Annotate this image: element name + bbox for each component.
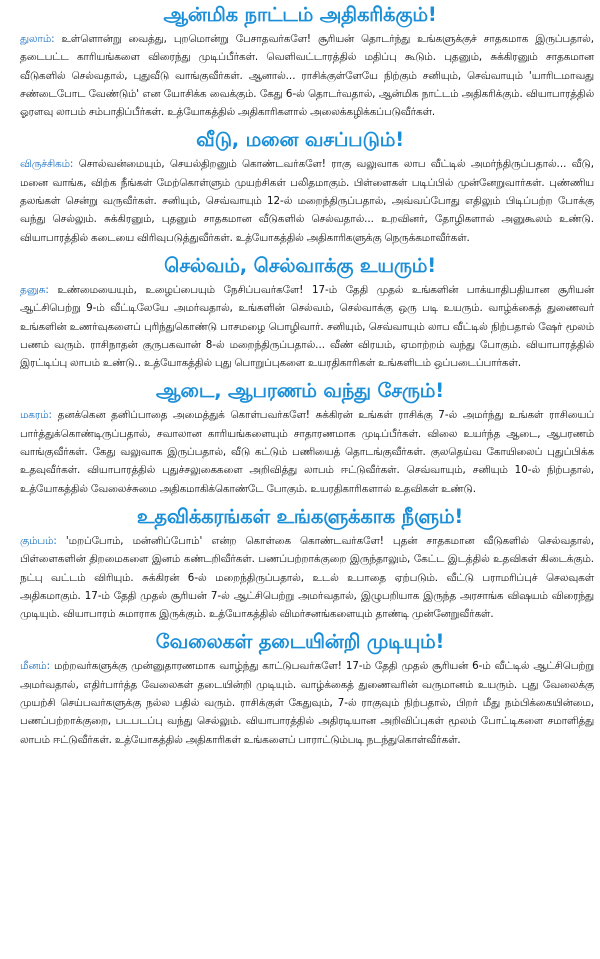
section-text: தனக்கென தனிப்பாதை அமைத்துக் கொள்பவர்களே! சுக்கிரன் உங்கள் ராசிக்கு 7-ல் அமர்ந்து உங்கள் ராசியைப் பார்த்துக்கொண்டிருப்பதால், சவாலான காரியங்களையும் சாதாரணமாக முடிப்பீர்கள். விலை உயர்ந்த ஆடை, ஆபரணம் வாங்குவீர்கள். கேது வலுவாக இருப்பதால், வீடு கட்டும் பணியைத் தொடங்குவீர்கள். குலதெய்வ கோயிலைப் புதுப்பிக்க உதவுவீர்கள். வியாபாரத்தில் புதுச்சலுகைகளை அறிவித்து லாபம் ஈட்டுவீர்கள். செவ்வாயும், சனியும் 10-ல் நிற்பதால், உத்யோகத்தில் வேலைச்சுமை அதிகமாகிக்கொண்டே போகும். உயரதிகாரிகளால் உதவிகள் உண்டு. [20, 409, 594, 495]
section-text: மற்றவர்களுக்கு முன்னுதாரணமாக வாழ்ந்து காட்டுபவர்களே! 17-ம் தேதி முதல் சூரியன் 6-ம் வீட்டில் ஆட்சிபெற்று அமர்வதால், எதிர்பார்த்த வேலைகள் தடையின்றி முடியும். வாழ்க்கைத் துணைவரின் வருமானம் உயரும். புது வேலைக்கு முயற்சி செய்பவர்களுக்கு நல்ல பதில் வரும். ராசிக்குள் கேதுவும், 7-ல் ராகுவும் நிற்பதால், பிறர் மீது நம்பிக்கையின்மை, பணப்பற்றாக்குறை, படபடப்பு வந்து செல்லும். வியாபாரத்தில் அதிரடியான அறிவிப்புகள் மூலம் போட்டிகளை சமாளித்து லாபம் ஈட்டுவீர்கள். உத்யோகத்தில் அதிகாரிகள் உங்களைப் பாராட்டும்படி நடந்துகொள்வீர்கள். [20, 660, 594, 746]
section-heading: வீடு, மனை வசப்படும்! [196, 128, 404, 152]
section-heading: வேலைகள் தடையின்றி முடியும்! [155, 630, 445, 654]
section-heading: செல்வம், செல்வாக்கு உயரும்! [164, 253, 436, 277]
section-body [6, 657, 594, 748]
section-text: உண்மையையும், உழைப்பையும் நேசிப்பவர்களே! 17-ம் தேதி முதல் உங்களின் பாக்யாதிபதியான சூரியன் ஆட்சிபெற்று 9-ம் வீட்டிலேயே அமர்வதால், உங்களின் செல்வம், செல்வாக்கு ஒரு படி உயரும். வாழ்க்கைத் துணைவர் உங்களின் உணர்வுகளைப் புரிந்துகொண்டு பாசமழை பொழிவார். சனியும், செவ்வாயும் லாப வீட்டில் நிற்பதால் ஷேர் மூலம் பணம் வரும். ராசிநாதன் குருபகவான் 8-ல் மறைந்திருப்பதால்... வீண் விரயம், ஏமாற்றம் வந்து போகும். வியாபாரத்தில் இரட்டிப்பு லாபம் உண்டு.. உத்யோகத்தில் புது பொறுப்புகளை உயரதிகாரிகள் உங்களிடம் ஒப்படைப்பார்கள். [20, 283, 594, 370]
section-body [6, 155, 594, 246]
section-text: சொல்வன்மையும், செயல்திறனும் கொண்டவர்களே! ராகு வலுவாக லாப வீட்டில் அமர்ந்திருப்பதால்... வீடு, மனை வாங்க, விற்க நீங்கள் மேற்கொள்ளும் முயற்சிகள் பலிதமாகும். பிள்ளைகள் படிப்பில் முன்னேறுவார்கள். புண்ணிய தலங்கள் சென்று வருவீர்கள். சனியும், செவ்வாயும் 12-ல் மறைந்திருப்பதால், அவ்வப்போது எதிலும் பிடிப்பற்ற போக்கு வந்து செல்லும். சுக்கிரனும், புதனும் சாதகமான வீடுகளில் செல்வதால்... உறவினர், தோழிகளால் அனுகூலம் உண்டு. வியாபாரத்தில் கடையை விரிவுபடுத்துவீர்கள். உத்யோகத்தில் அதிகாரிகளுக்கு நெருக்கமாவீர்கள். [20, 158, 594, 244]
zodiac-label: துலாம்: [20, 33, 55, 45]
zodiac-label: மகரம்: [20, 409, 52, 422]
section-viruchigam [6, 128, 594, 246]
section-thulam [6, 3, 594, 121]
section-dhanusu [6, 254, 594, 372]
section-heading: ஆடை, ஆபரணம் வந்து சேரும்! [156, 379, 444, 403]
section-body [6, 281, 594, 372]
section-body [6, 30, 594, 121]
section-heading: உதவிக்கரங்கள் உங்களுக்காக நீளும்! [136, 504, 464, 528]
zodiac-label: தனுசு: [20, 283, 49, 296]
zodiac-label: கும்பம்: [20, 534, 57, 547]
section-text: உள்ளொன்று வைத்து, புறமொன்று பேசாதவர்களே! சூரியன் தொடர்ந்து உங்களுக்குச் சாதகமாக இருப்பதால், தடைபட்ட காரியங்களை விரைந்து முடிப்பீர்கள். வெளிவட்டாரத்தில் மதிப்பு கூடும். புதனும், சுக்கிரனும் சாதகமான வீடுகளில் செல்வதால், புதுவீடு வாங்குவீர்கள். ஆனால்... ராசிக்குள்ளேயே நிற்கும் சனியும், செவ்வாயும் 'யாரிடமாவது சண்டைபோட வேண்டும்' என யோசிக்க வைக்கும். கேது 6-ல் தொடர்வதால், ஆன்மிக நாட்டம் அதிகரிக்கும். வியாபாரத்தில் ஓரளவு லாபம் சம்பாதிப்பீர்கள். உத்யோகத்தில் அதிகாரிகளால் அலைக்கழிக்கப்படுவீர்கள். [20, 33, 594, 119]
section-meenam [6, 630, 594, 748]
zodiac-label: மீனம்: [20, 660, 51, 673]
section-text: 'மறப்போம், மன்னிப்போம்' என்ற கொள்கை கொண்டவர்களே! புதன் சாதகமான வீடுகளில் செல்வதால், பிள்ளைகளின் திறமைகளை இனம் கண்டறிவீர்கள். பணப்பற்றாக்குறை இருந்தாலும், கேட்ட இடத்தில் உதவிகள் கிடைக்கும். நட்பு வட்டம் விரியும். சுக்கிரன் 6-ல் மறைந்திருப்பதால், உடல் உபாதை ஏற்படும். வீட்டு பராமரிப்புச் செலவுகள் அதிகமாகும். 17-ம் தேதி முதல் சூரியன் 7-ல் ஆட்சிபெற்று அமர்வதால், இழுபறியாக இருந்த அரசாங்க விஷயம் விரைந்து முடியும். வியாபாரம் சுமாராக இருக்கும். உத்யோகத்தில் விமர்சனங்களையும் தாண்டி முன்னேறுவீர்கள். [20, 534, 594, 621]
section-kumbam [6, 505, 594, 623]
section-heading: ஆன்மிக நாட்டம் அதிகரிக்கும்! [163, 3, 437, 26]
section-magaram [6, 379, 594, 497]
section-body [6, 406, 594, 497]
zodiac-label: விருச்சிகம்: [20, 158, 74, 171]
section-body [6, 532, 594, 623]
